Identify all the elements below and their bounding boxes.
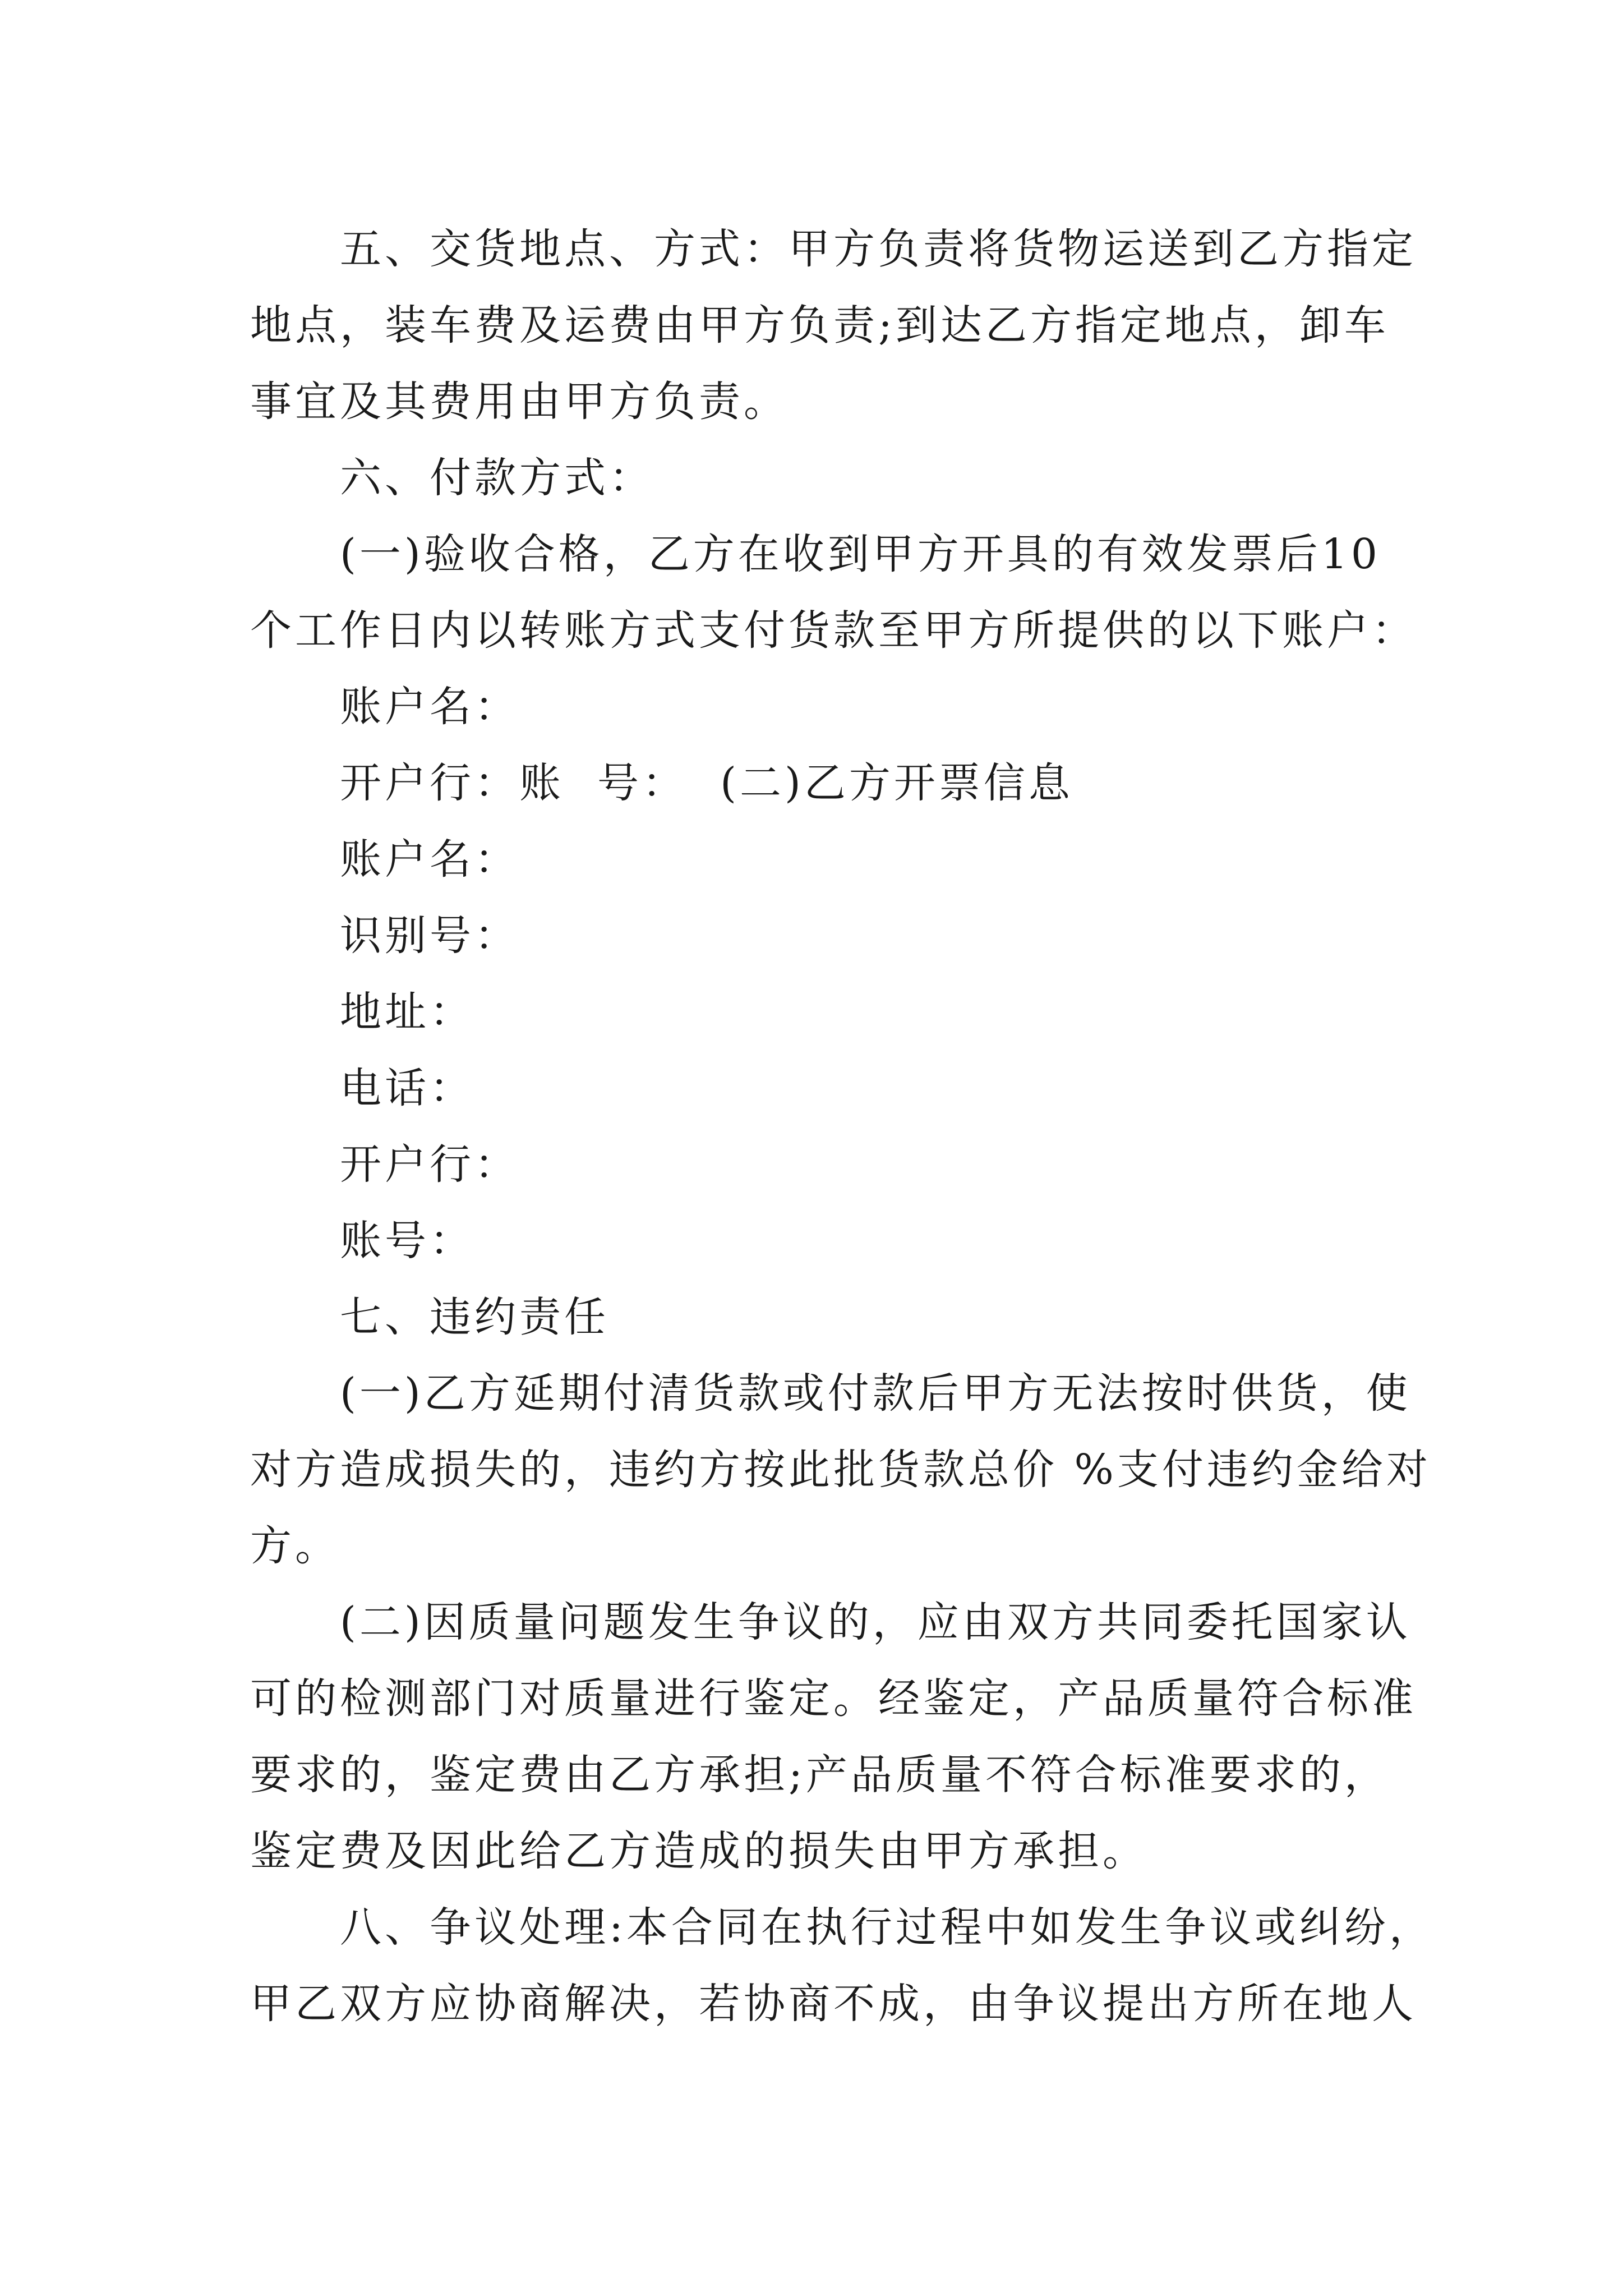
- field-bank: [250, 1126, 1383, 1203]
- text-line: 鉴定费及因此给乙方造成的损失由甲方承担。: [250, 1827, 1147, 1875]
- heading-breach: [250, 1279, 1383, 1355]
- field-account-number: [250, 1203, 1383, 1279]
- text-line: (一)乙方延期付清货款或付款后甲方无法按时供货，使: [340, 1369, 1411, 1418]
- field-account-name-1: [250, 669, 1383, 745]
- paragraph-payment-1: [250, 516, 1417, 669]
- text-line: 开户行：: [340, 1140, 519, 1189]
- text-line: 方。: [250, 1522, 340, 1570]
- heading-payment: [250, 440, 1383, 516]
- text-line: 要求的，鉴定费由乙方承担;产品质量不符合标准要求的，: [250, 1751, 1389, 1799]
- text-line: 甲乙双方应协商解决，若协商不成，由争议提出方所在地人: [250, 1980, 1417, 2028]
- field-address: [250, 974, 1383, 1050]
- text-line: 地点，装车费及运费由甲方负责;到达乙方指定地点，卸车: [250, 301, 1389, 349]
- text-line: 识别号：: [340, 912, 519, 960]
- field-tax-id: [250, 898, 1383, 974]
- text-line: 开户行：账 号： (二)乙方开票信息: [340, 759, 1073, 807]
- text-line: 事宜及其费用由甲方负责。: [250, 378, 789, 426]
- text-line: 七、违约责任: [340, 1293, 609, 1341]
- text-line: 账户名：: [340, 835, 519, 884]
- text-line: 六、付款方式：: [340, 454, 654, 502]
- text-line: 个工作日内以转账方式支付货款至甲方所提供的以下账户：: [250, 606, 1417, 655]
- field-account-name-2: [250, 821, 1383, 898]
- text-line: 五、交货地点、方式：甲方负责将货物运送到乙方指定: [340, 225, 1417, 273]
- text-line: 账户名：: [340, 683, 519, 731]
- text-line: 对方造成损失的，违约方按此批货款总价 %支付违约金给对: [250, 1446, 1431, 1494]
- text-line: (一)验收合格，乙方在收到甲方开具的有效发票后10: [340, 530, 1381, 578]
- text-line: 账号：: [340, 1217, 474, 1265]
- text-line: (二)因质量问题发生争议的，应由双方共同委托国家认: [340, 1598, 1411, 1646]
- paragraph-dispute: [250, 1889, 1434, 2042]
- text-line: 八、争议处理:本合同在执行过程中如发生争议或纠纷，: [340, 1903, 1434, 1952]
- text-line: 可的检测部门对质量进行鉴定。经鉴定，产品质量符合标准: [250, 1674, 1417, 1723]
- field-bank-account-line: [250, 745, 1383, 821]
- document-body: [250, 211, 1434, 2042]
- paragraph-breach-2: [250, 1584, 1417, 1889]
- text-line: 电话：: [340, 1064, 474, 1112]
- paragraph-breach-1: [250, 1355, 1431, 1584]
- paragraph-delivery: [250, 211, 1417, 440]
- text-line: 地址：: [340, 988, 474, 1036]
- field-phone: [250, 1050, 1383, 1126]
